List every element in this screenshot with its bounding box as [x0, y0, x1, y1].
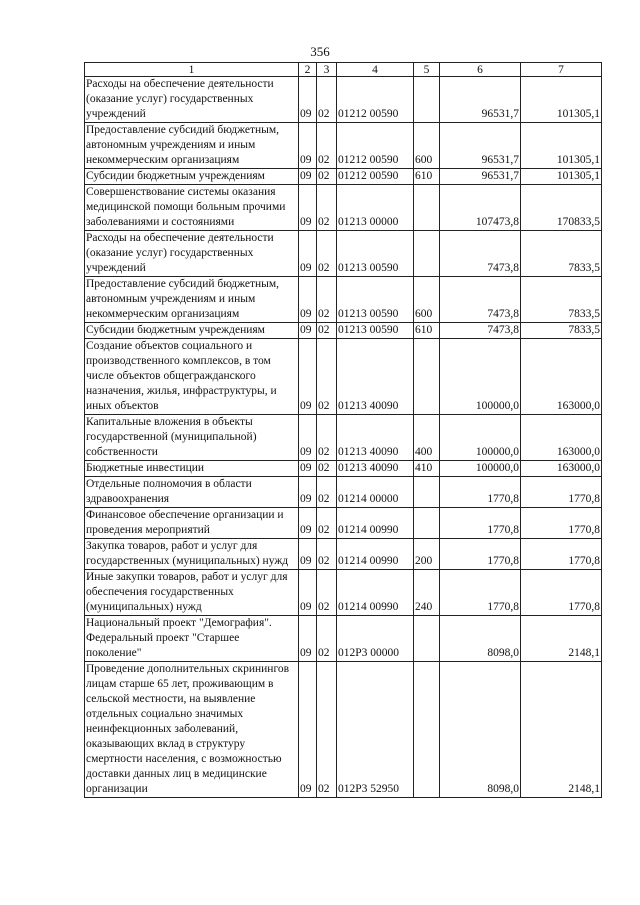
- row-target-article: 01212 00590: [337, 77, 414, 123]
- row-subsection: 02: [317, 185, 337, 231]
- table-row: [85, 570, 602, 616]
- row-amount-year-2: 1770,8: [521, 477, 602, 508]
- row-section: 09: [299, 477, 317, 508]
- row-amount-year-1: 7473,8: [440, 277, 521, 323]
- row-target-article: 01213 00590: [337, 231, 414, 277]
- row-amount-year-1: 7473,8: [440, 323, 521, 339]
- row-subsection: 02: [317, 616, 337, 662]
- row-amount-year-2: 1770,8: [521, 570, 602, 616]
- table-row: [85, 539, 602, 570]
- row-subsection: 02: [317, 508, 337, 539]
- row-name: Субсидии бюджетным учреждениям: [85, 169, 299, 185]
- row-target-article: 01213 00000: [337, 185, 414, 231]
- row-amount-year-2: 1770,8: [521, 539, 602, 570]
- row-subsection: 02: [317, 570, 337, 616]
- row-expense-type: 400: [414, 415, 440, 461]
- row-name: Совершенствование системы оказания медицинской помощи больным прочими заболеваниями и состояниями: [85, 185, 299, 231]
- row-section: 09: [299, 169, 317, 185]
- budget-table: [84, 62, 602, 798]
- row-expense-type: 240: [414, 570, 440, 616]
- row-name: Субсидии бюджетным учреждениям: [85, 323, 299, 339]
- row-amount-year-1: 100000,0: [440, 415, 521, 461]
- header-col-7: 7: [521, 63, 602, 77]
- row-expense-type: 600: [414, 123, 440, 169]
- row-amount-year-1: 96531,7: [440, 169, 521, 185]
- row-amount-year-2: 163000,0: [521, 415, 602, 461]
- table-row: [85, 508, 602, 539]
- table-row: [85, 277, 602, 323]
- row-amount-year-1: 1770,8: [440, 570, 521, 616]
- row-subsection: 02: [317, 461, 337, 477]
- row-subsection: 02: [317, 123, 337, 169]
- row-amount-year-2: 7833,5: [521, 277, 602, 323]
- row-amount-year-1: 107473,8: [440, 185, 521, 231]
- row-subsection: 02: [317, 77, 337, 123]
- table-row: [85, 231, 602, 277]
- row-name: Предоставление субсидий бюджетным, автономным учреждениям и иным некоммерческим организациям: [85, 123, 299, 169]
- row-expense-type: 600: [414, 277, 440, 323]
- table-row: [85, 339, 602, 415]
- row-target-article: 01213 40090: [337, 415, 414, 461]
- table-row: [85, 323, 602, 339]
- table-row: [85, 477, 602, 508]
- row-expense-type: [414, 231, 440, 277]
- table-row: [85, 461, 602, 477]
- row-name: Отдельные полномочия в области здравоохранения: [85, 477, 299, 508]
- row-name: Расходы на обеспечение деятельности (оказание услуг) государственных учреждений: [85, 231, 299, 277]
- row-name: Капитальные вложения в объекты государственной (муниципальной) собственности: [85, 415, 299, 461]
- row-amount-year-2: 7833,5: [521, 231, 602, 277]
- row-target-article: 01212 00590: [337, 123, 414, 169]
- row-amount-year-2: 2148,1: [521, 616, 602, 662]
- header-col-1: 1: [85, 63, 299, 77]
- row-section: 09: [299, 123, 317, 169]
- row-target-article: 012P3 00000: [337, 616, 414, 662]
- row-amount-year-2: 163000,0: [521, 339, 602, 415]
- header-col-6: 6: [440, 63, 521, 77]
- row-expense-type: 610: [414, 169, 440, 185]
- row-section: 09: [299, 339, 317, 415]
- row-section: 09: [299, 662, 317, 798]
- row-section: 09: [299, 570, 317, 616]
- row-amount-year-1: 8098,0: [440, 616, 521, 662]
- table-header-row: [85, 63, 602, 77]
- row-amount-year-1: 100000,0: [440, 461, 521, 477]
- row-amount-year-1: 1770,8: [440, 539, 521, 570]
- row-name: Закупка товаров, работ и услуг для государственных (муниципальных) нужд: [85, 539, 299, 570]
- row-subsection: 02: [317, 662, 337, 798]
- row-amount-year-2: 163000,0: [521, 461, 602, 477]
- row-expense-type: 410: [414, 461, 440, 477]
- row-section: 09: [299, 461, 317, 477]
- row-amount-year-2: 101305,1: [521, 123, 602, 169]
- row-amount-year-1: 96531,7: [440, 77, 521, 123]
- row-section: 09: [299, 508, 317, 539]
- row-subsection: 02: [317, 231, 337, 277]
- row-subsection: 02: [317, 339, 337, 415]
- row-expense-type: [414, 477, 440, 508]
- table-row: [85, 662, 602, 798]
- row-section: 09: [299, 539, 317, 570]
- row-target-article: 01213 00590: [337, 323, 414, 339]
- row-target-article: 01213 40090: [337, 461, 414, 477]
- row-subsection: 02: [317, 477, 337, 508]
- row-target-article: 01214 00990: [337, 539, 414, 570]
- row-subsection: 02: [317, 277, 337, 323]
- row-amount-year-2: 2148,1: [521, 662, 602, 798]
- row-amount-year-1: 100000,0: [440, 339, 521, 415]
- row-amount-year-2: 101305,1: [521, 77, 602, 123]
- row-name: Бюджетные инвестиции: [85, 461, 299, 477]
- table-row: [85, 77, 602, 123]
- header-col-4: 4: [337, 63, 414, 77]
- row-subsection: 02: [317, 323, 337, 339]
- row-amount-year-2: 7833,5: [521, 323, 602, 339]
- page-number: 356: [310, 44, 330, 59]
- row-expense-type: 610: [414, 323, 440, 339]
- table-row: [85, 169, 602, 185]
- table-row: [85, 123, 602, 169]
- row-expense-type: [414, 508, 440, 539]
- row-expense-type: [414, 616, 440, 662]
- table-row: [85, 616, 602, 662]
- row-expense-type: [414, 339, 440, 415]
- row-name: Создание объектов социального и производственного комплексов, в том числе объектов общегражданского назначения, жилья, инфраструктуры, и иных объектов: [85, 339, 299, 415]
- row-subsection: 02: [317, 169, 337, 185]
- row-amount-year-1: 8098,0: [440, 662, 521, 798]
- row-target-article: 01213 00590: [337, 277, 414, 323]
- row-section: 09: [299, 77, 317, 123]
- row-subsection: 02: [317, 415, 337, 461]
- row-section: 09: [299, 415, 317, 461]
- row-amount-year-1: 96531,7: [440, 123, 521, 169]
- row-name: Проведение дополнительных скринингов лицам старше 65 лет, проживающим в сельской местности, на выявление отдельных социально значимых неинфекционных заболеваний, оказывающих вклад в структуру смертности населения, с возможностью доставки данных лиц в медицинские организации: [85, 662, 299, 798]
- header-col-5: 5: [414, 63, 440, 77]
- row-section: 09: [299, 185, 317, 231]
- row-name: Предоставление субсидий бюджетным, автономным учреждениям и иным некоммерческим организациям: [85, 277, 299, 323]
- row-expense-type: [414, 185, 440, 231]
- table-row: [85, 415, 602, 461]
- row-amount-year-1: 1770,8: [440, 508, 521, 539]
- row-amount-year-1: 7473,8: [440, 231, 521, 277]
- row-name: Финансовое обеспечение организации и проведения мероприятий: [85, 508, 299, 539]
- row-section: 09: [299, 231, 317, 277]
- row-target-article: 01213 40090: [337, 339, 414, 415]
- row-name: Расходы на обеспечение деятельности (оказание услуг) государственных учреждений: [85, 77, 299, 123]
- row-target-article: 01214 00990: [337, 570, 414, 616]
- row-amount-year-2: 101305,1: [521, 169, 602, 185]
- row-expense-type: [414, 77, 440, 123]
- row-subsection: 02: [317, 539, 337, 570]
- header-col-2: 2: [299, 63, 317, 77]
- header-col-3: 3: [317, 63, 337, 77]
- row-amount-year-1: 1770,8: [440, 477, 521, 508]
- row-target-article: 012P3 52950: [337, 662, 414, 798]
- table-body: [85, 77, 602, 798]
- row-expense-type: 200: [414, 539, 440, 570]
- row-amount-year-2: 1770,8: [521, 508, 602, 539]
- row-name: Иные закупки товаров, работ и услуг для обеспечения государственных (муниципальных) нужд: [85, 570, 299, 616]
- row-target-article: 01212 00590: [337, 169, 414, 185]
- row-section: 09: [299, 323, 317, 339]
- row-section: 09: [299, 616, 317, 662]
- row-name: Национальный проект "Демография". Федеральный проект "Старшее поколение": [85, 616, 299, 662]
- row-expense-type: [414, 662, 440, 798]
- table-row: [85, 185, 602, 231]
- row-section: 09: [299, 277, 317, 323]
- row-target-article: 01214 00000: [337, 477, 414, 508]
- row-target-article: 01214 00990: [337, 508, 414, 539]
- row-amount-year-2: 170833,5: [521, 185, 602, 231]
